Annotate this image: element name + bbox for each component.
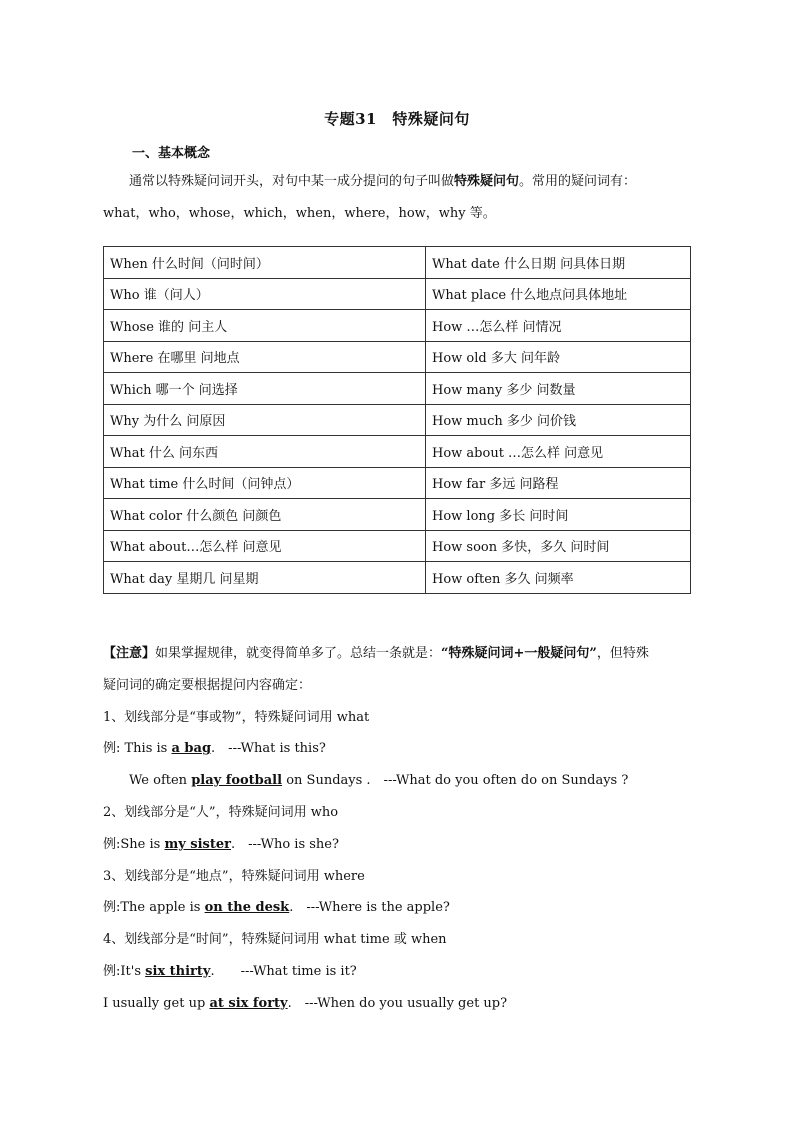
example-question: . ---What is this?: [211, 741, 326, 757]
page-title: 专题31 特殊疑问句: [324, 110, 470, 128]
example-4b: [103, 988, 703, 1020]
table-row: [104, 499, 691, 531]
note-formula: “特殊疑问词+一般疑问句”: [441, 646, 597, 661]
rule-2: 2、划线部分是“人”，特殊疑问词用 who: [103, 804, 339, 820]
note-text: 如果掌握规律，就变得简单多了。总结一条就是：: [155, 646, 442, 661]
table-row: [104, 310, 691, 342]
table-row: [104, 467, 691, 499]
table-cell-right: How old 多大 问年龄: [426, 341, 691, 373]
note-line-2: 疑问词的确定要根据提问内容确定：: [103, 677, 312, 693]
table-row: [104, 562, 691, 594]
underlined-phrase: my sister: [164, 836, 231, 852]
rule-4: 4、划线部分是“时间”，特殊疑问词用 what time 或 when: [103, 932, 447, 948]
example-question: on Sundays . ---What do you often do on Sundays ?: [282, 773, 629, 789]
notes-section: [103, 638, 703, 1020]
table-row: [104, 436, 691, 468]
table-row: [104, 530, 691, 562]
table-row: [104, 247, 691, 279]
intro-line-1: [103, 166, 693, 198]
note-line-1: [103, 638, 703, 670]
table-cell-left: When 什么时间（问时间）: [104, 247, 426, 279]
table-cell-left: What color 什么颜色 问颜色: [104, 499, 426, 531]
intro-line-2: what，who，whose，which，when，where，how，why 等。: [103, 206, 496, 221]
table-row: [104, 373, 691, 405]
table-cell-left: Where 在哪里 问地点: [104, 341, 426, 373]
underlined-phrase: on the desk: [204, 900, 290, 916]
table-cell-right: How far 多远 问路程: [426, 467, 691, 499]
intro-term: 特殊疑问句: [454, 174, 520, 189]
table-cell-right: How about …怎么样 问意见: [426, 436, 691, 468]
example-question: . ---Where is the apple?: [289, 900, 450, 916]
table-cell-left: What day 星期几 问星期: [104, 562, 426, 594]
intro-paragraph: [103, 166, 693, 230]
intro-text: 通常以特殊疑问词开头，对句中某一成分提问的句子叫做: [129, 174, 455, 189]
example-question: . ---Who is she?: [231, 836, 339, 852]
table-cell-right: How often 多久 问频率: [426, 562, 691, 594]
example-1b: [103, 765, 703, 797]
table-cell-right: What date 什么日期 问具体日期: [426, 247, 691, 279]
section-heading: 一、基本概念: [132, 146, 211, 161]
example-text: I usually get up: [103, 995, 210, 1011]
table-cell-right: How soon 多快，多久 问时间: [426, 530, 691, 562]
table-cell-right: How much 多少 问价钱: [426, 404, 691, 436]
example-1: [103, 733, 703, 765]
table-cell-left: What 什么 问东西: [104, 436, 426, 468]
underlined-phrase: a bag: [171, 741, 212, 757]
table-cell-left: Why 为什么 问原因: [104, 404, 426, 436]
example-text: 例:She is: [103, 836, 165, 852]
table-cell-left: Whose 谁的 问主人: [104, 310, 426, 342]
table-cell-left: What about…怎么样 问意见: [104, 530, 426, 562]
rule-3: 3、划线部分是“地点”，特殊疑问词用 where: [103, 868, 365, 884]
table-cell-left: What time 什么时间（问钟点）: [104, 467, 426, 499]
example-2: [103, 829, 703, 861]
underlined-phrase: at six forty: [209, 995, 288, 1011]
table-cell-left: Which 哪一个 问选择: [104, 373, 426, 405]
intro-text-end: 。常用的疑问词有：: [519, 174, 637, 189]
example-text: 例:The apple is: [103, 900, 205, 916]
underlined-phrase: six thirty: [145, 963, 211, 979]
table-row: [104, 404, 691, 436]
table-cell-right: What place 什么地点问具体地址: [426, 278, 691, 310]
table-cell-left: Who 谁（问人）: [104, 278, 426, 310]
table-cell-right: How long 多长 问时间: [426, 499, 691, 531]
example-4: [103, 956, 703, 988]
example-text: We often: [129, 773, 192, 789]
rule-1: 1、划线部分是“事或物”，特殊疑问词用 what: [103, 709, 370, 725]
example-text: 例:It's: [103, 963, 146, 979]
table-cell-right: How many 多少 问数量: [426, 373, 691, 405]
table-row: [104, 278, 691, 310]
note-text-end: ，但特殊: [596, 646, 649, 661]
example-question: . ---When do you usually get up?: [287, 995, 508, 1011]
example-text: 例: This is: [103, 741, 172, 757]
underlined-phrase: play football: [191, 773, 283, 789]
note-tag: 【注意】: [103, 646, 156, 661]
question-words-table: [103, 246, 691, 594]
example-question: . ---What time is it?: [210, 963, 357, 979]
table-row: [104, 341, 691, 373]
table-cell-right: How …怎么样 问情况: [426, 310, 691, 342]
example-3: [103, 892, 703, 924]
